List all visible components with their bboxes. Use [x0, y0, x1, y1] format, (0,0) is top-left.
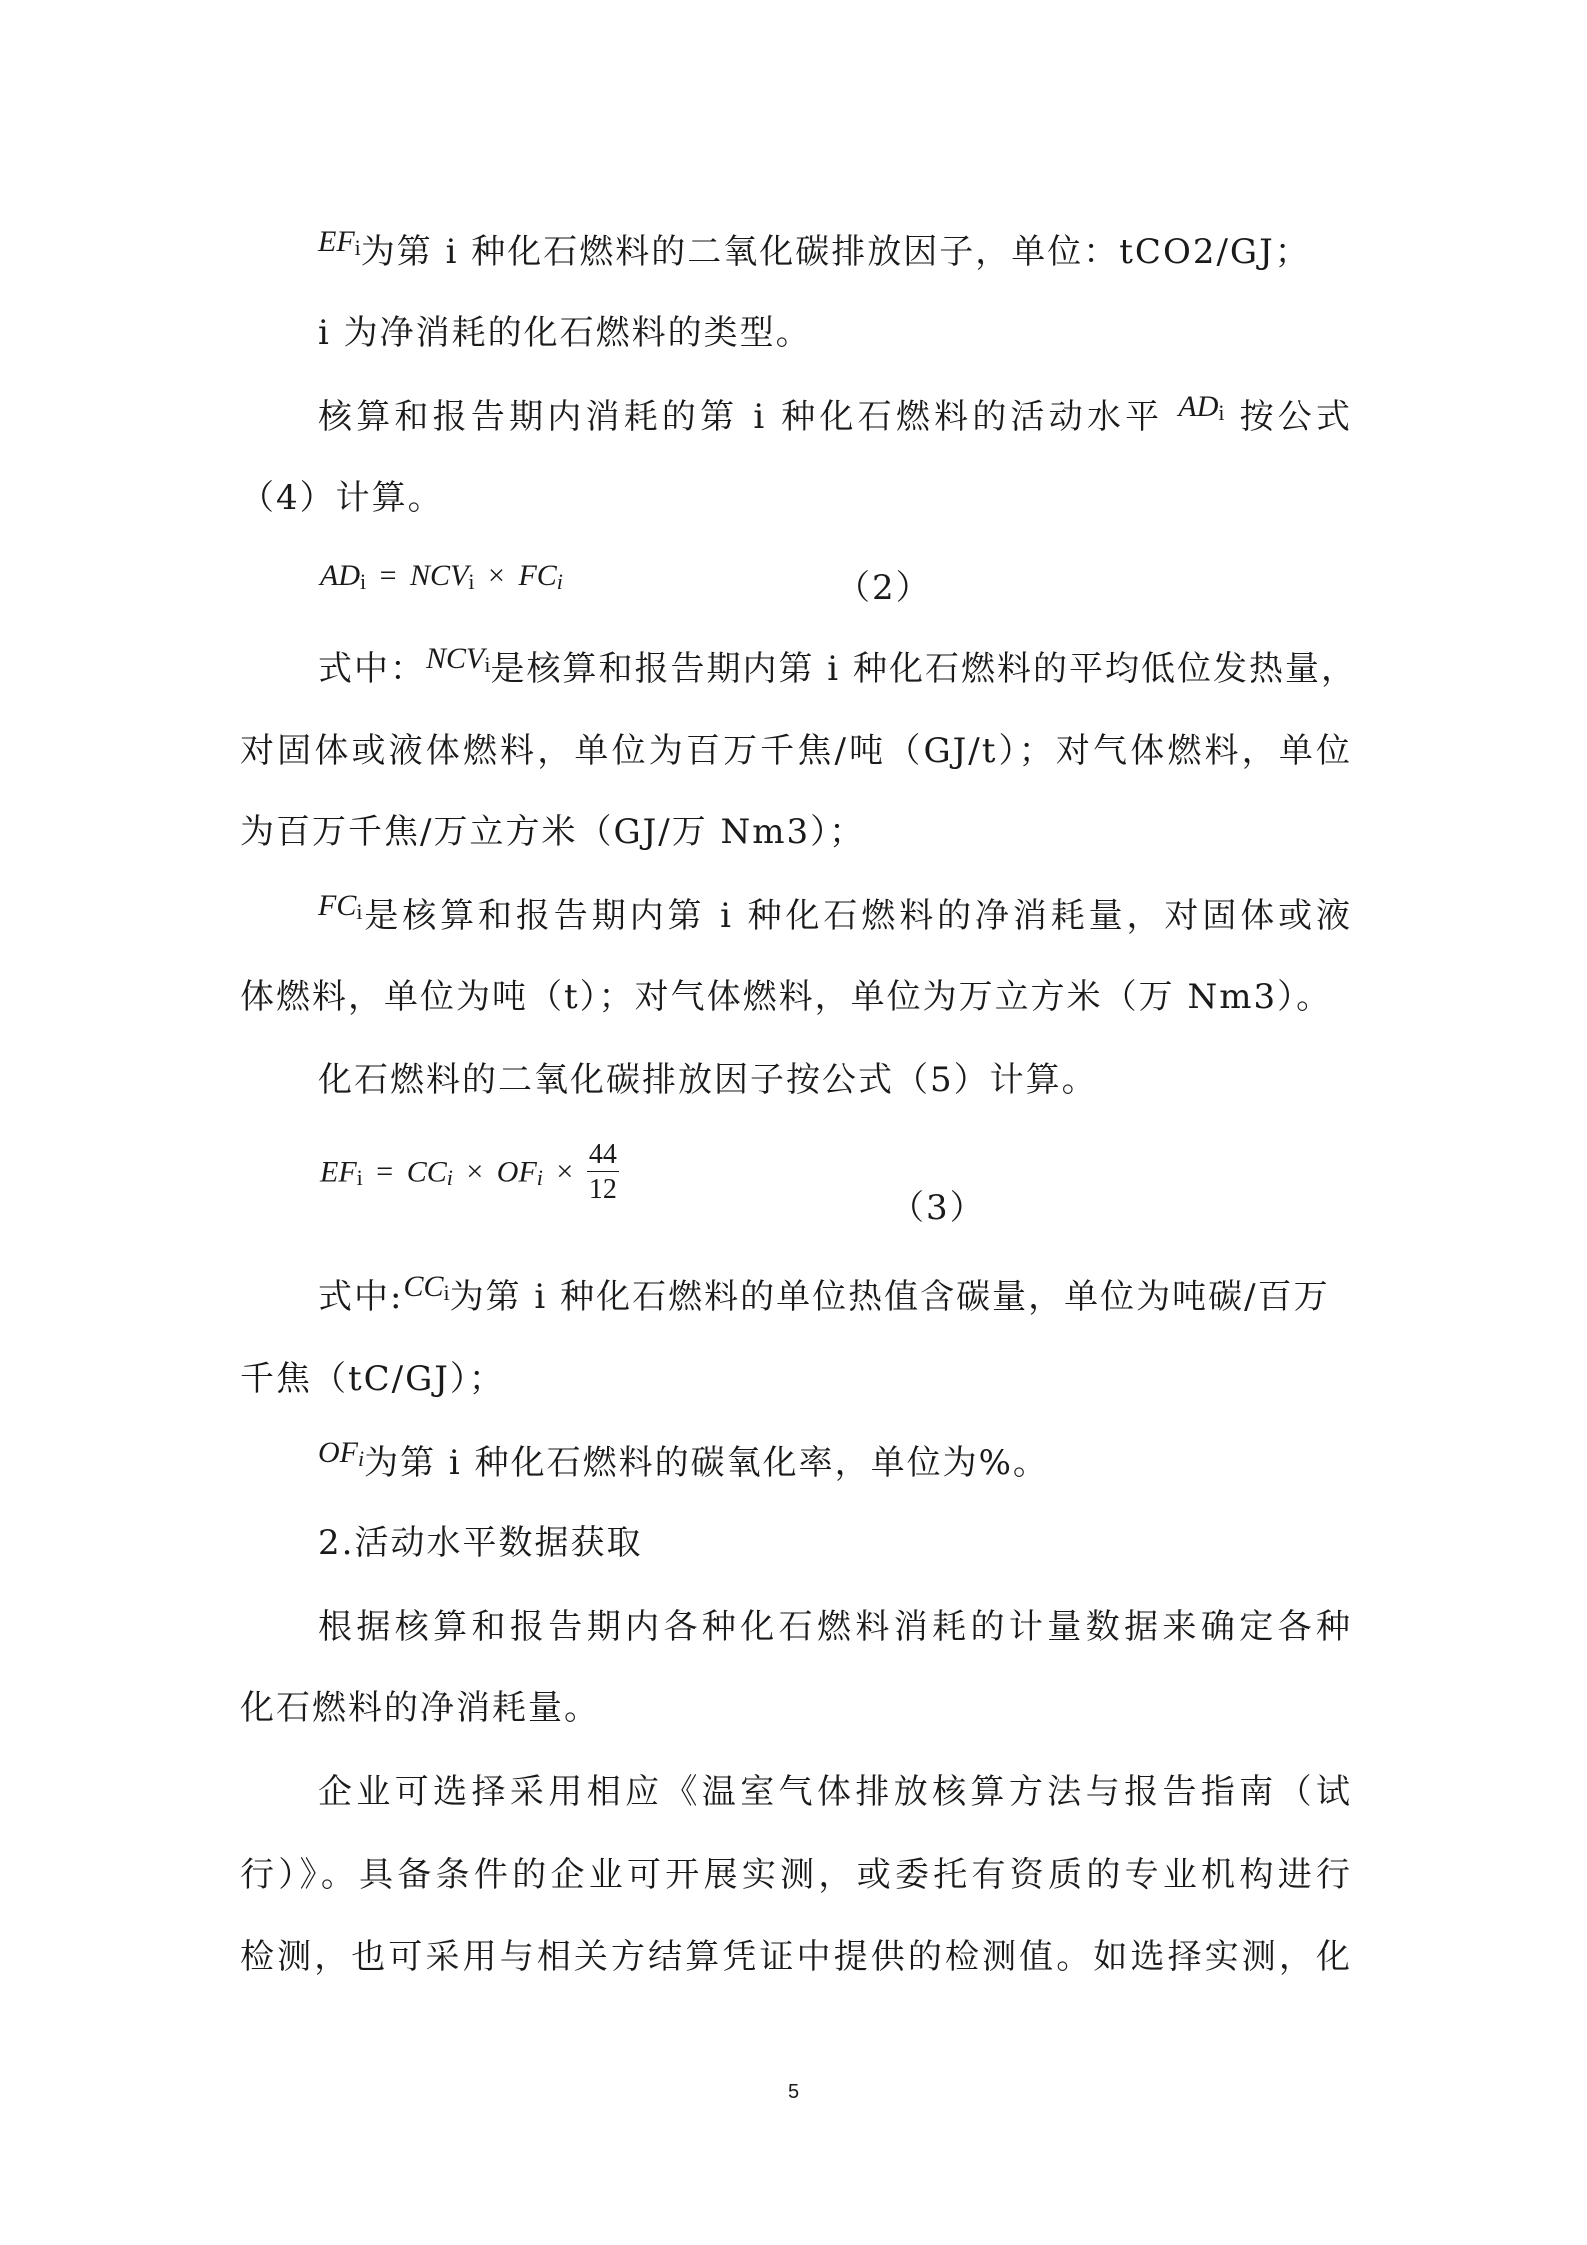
formula-ad-number: （2）: [836, 568, 932, 608]
fc-definition-line: FCi是核算和报告期内第 i 种化石燃料的净消耗量，对固体或液: [318, 889, 1352, 936]
ad-symbol: ADi: [1178, 390, 1225, 425]
cc-symbol: CCi: [403, 1270, 450, 1305]
ef-definition-line: [318, 225, 1311, 272]
ncv-definition-line-2: 对固体或液体燃料，单位为百万千焦/吨（GJ/t）；对气体燃料，单位: [240, 731, 1352, 771]
page-number: 5: [788, 2081, 800, 2103]
paragraph-activity-line-2: 化石燃料的净消耗量。: [240, 1688, 600, 1728]
paragraph-guide-line-2: 行）》。具备条件的企业可开展实测，或委托有资质的专业机构进行: [240, 1855, 1352, 1895]
ncv-definition-line-3: 为百万千焦/万立方米（GJ/万 Nm3）；: [240, 812, 866, 852]
section-heading-activity-data: 2.活动水平数据获取: [318, 1523, 643, 1563]
ncv-definition-line: 式中：NCVi是核算和报告期内第 i 种化石燃料的平均低位发热量，: [318, 642, 1357, 689]
i-definition-line: i 为净消耗的化石燃料的类型。: [318, 313, 812, 353]
ef-formula-intro: 化石燃料的二氧化碳排放因子按公式（5）计算。: [318, 1060, 1098, 1100]
ad-intro-line-2: （4）计算。: [240, 478, 444, 518]
paragraph-guide-line-1: 企业可选择采用相应《温室气体排放核算方法与报告指南（试: [318, 1772, 1352, 1812]
fraction-44-12: $\frac{44}{12}$: [588, 1139, 617, 1205]
formula-ef-number: （3）: [890, 1188, 986, 1228]
cc-definition-line: 式中:CCi为第 i 种化石燃料的单位热值含碳量，单位为吨碳/百万: [318, 1270, 1330, 1317]
ef-symbol: EFi: [318, 225, 361, 260]
cc-definition-line-2: 千焦（tC/GJ）；: [240, 1359, 505, 1399]
ncv-symbol: NCVi: [426, 642, 491, 677]
fc-symbol: FCi: [318, 889, 363, 924]
formula-ad: ADi = NCVi × FCi: [320, 559, 563, 594]
paragraph-activity-line-1: 根据核算和报告期内各种化石燃料消耗的计量数据来确定各种: [318, 1607, 1352, 1647]
ad-intro-line: 核算和报告期内消耗的第 i 种化石燃料的活动水平 ADi 按公式: [318, 390, 1353, 437]
formula-ef: EFi = CCi × OFi × $\frac{44}{12}$: [320, 1139, 617, 1205]
ef-definition-text: 为第 i 种化石燃料的二氧化碳排放因子，单位：tCO2/GJ；: [360, 232, 1311, 272]
of-definition-line: OFi为第 i 种化石燃料的碳氧化率，单位为%。: [318, 1436, 1049, 1483]
paragraph-guide-line-3: 检测，也可采用与相关方结算凭证中提供的检测值。如选择实测，化: [240, 1937, 1352, 1977]
fc-definition-line-2: 体燃料，单位为吨（t）；对气体燃料，单位为万立方米（万 Nm3）。: [240, 977, 1333, 1017]
of-symbol: OFi: [318, 1436, 365, 1471]
